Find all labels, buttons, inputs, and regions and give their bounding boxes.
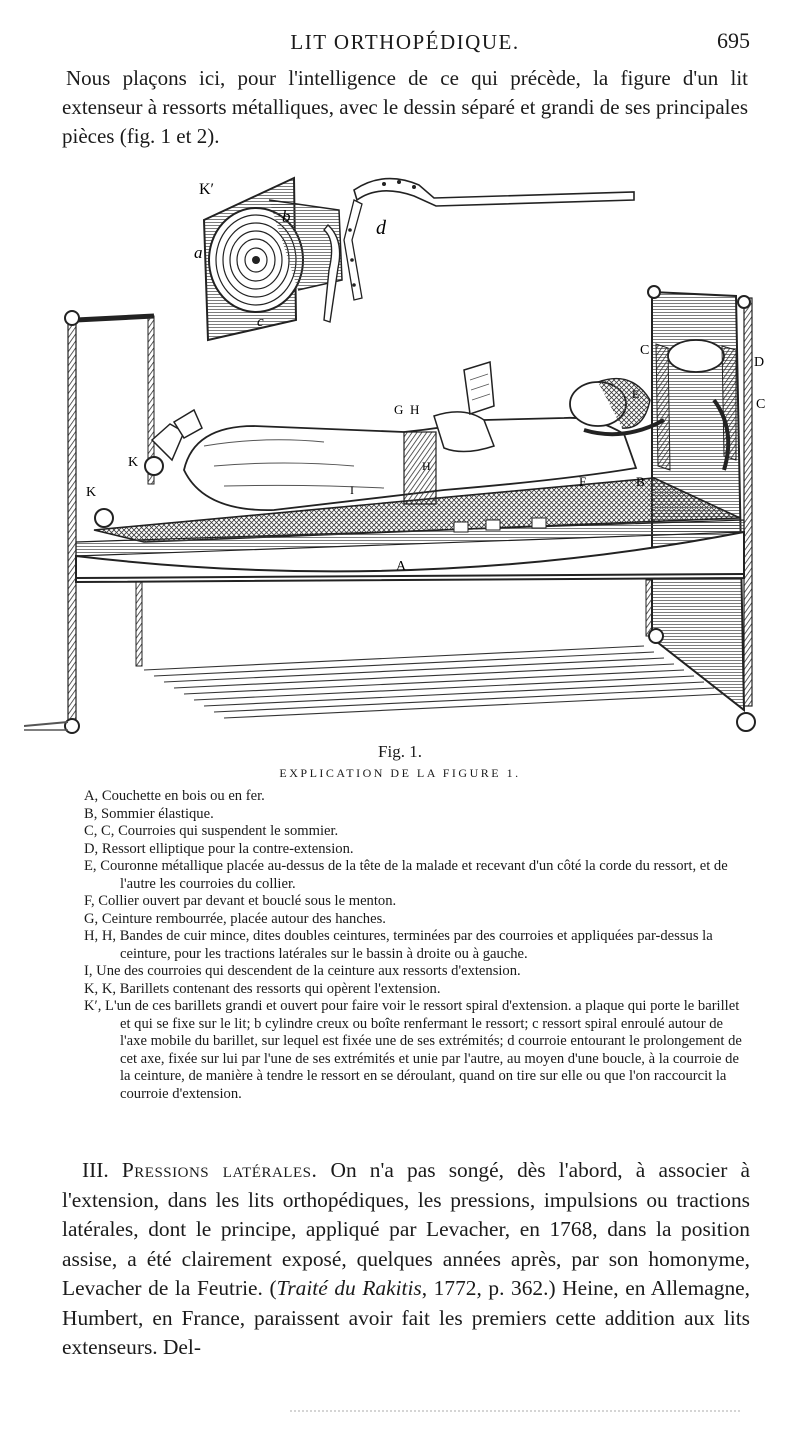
legend-text: L'un de ces barillets grandi et ouvert pour faire voir le ressort spiral d'extension. a plaque qui porte le barillet et qui se fixe sur le lit; b cylindre creux ou boîte renfermant le ressort; c ressort spiral enroulé autour de l'axe mobile du barillet, sur lequel est fixée une de ses extrémités; d courroie entourant le prolongement de cet axe, fixée sur lui par l'une de ses extrémités et unie par l'autre, au moyen d'une boucle, à la courroie de la ceinture, de manière à tendre le ressort en se déroulant, quand on tire sur elle ou que l'on raccourcit la courroie d'extension. xyxy=(105,998,742,1102)
section-text-1: On n'a pas songé, dès l'abord, à associer à l'extension, dans les lits orthopédiques, les pressions, impulsions ou tractions latérales, dont le principe, appliqué par Levacher, en 1768, dans la position assise, a été clairement exposé, quelques années après, par son homonyme, Levacher de la Feutrie. ( xyxy=(62,1158,750,1300)
label-k-lower: K xyxy=(86,485,97,500)
figure-legend xyxy=(84,788,750,1103)
label-k-upper: K xyxy=(128,455,139,470)
legend-entry-a xyxy=(84,788,750,806)
legend-text: Ceinture rembourrée, placée autour des hanches. xyxy=(101,910,386,927)
label-i: I xyxy=(350,483,354,497)
label-c: c xyxy=(257,314,264,330)
legend-key: K, K, xyxy=(84,980,117,997)
label-b: b xyxy=(282,207,291,226)
label-b-mattress: B xyxy=(636,474,645,489)
legend-entry-h xyxy=(84,928,750,963)
legend-entry-f xyxy=(84,893,750,911)
running-head xyxy=(60,28,750,56)
legend-entry-g xyxy=(84,911,750,929)
legend-text: Bandes de cuir mince, dites doubles ceintures, terminées par des courroies et appliquées par-dessus la ceinture, pour les tractions latérales sur le bassin à droite ou à gauche. xyxy=(119,928,713,962)
legend-entry-d xyxy=(84,841,750,859)
legend-key: H, H, xyxy=(84,928,117,944)
section-title: Pressions latérales. xyxy=(121,1158,318,1182)
legend-key: D, xyxy=(84,840,99,857)
section-number: III. xyxy=(82,1158,109,1182)
intro-paragraph: Nous plaçons ici, pour l'intelligence de ce qui précède, la figure d'un lit extenseur à ressorts métalliques, avec le dessin séparé et grandi de ses principales pièces (fig. 1 et 2). xyxy=(62,66,748,148)
barrel-inset xyxy=(194,178,634,340)
legend-key: C, C, xyxy=(84,823,115,839)
bed-left-post xyxy=(24,311,154,733)
label-d-spring: D xyxy=(754,355,765,370)
page-number: 695 xyxy=(717,28,750,53)
label-e: E xyxy=(632,387,640,401)
legend-key: F, xyxy=(84,893,95,909)
bed-illustration xyxy=(24,170,774,750)
label-a: a xyxy=(194,243,203,262)
legend-entry-i xyxy=(84,963,750,981)
label-h-top: H xyxy=(410,402,420,417)
section-text-2: , 1772, p. 362.) Heine, en Allemagne, Humbert, en France, paraissent avoir fait les premiers cette addition aux lits extenseurs. Del- xyxy=(62,1276,750,1359)
label-f: F xyxy=(579,474,587,489)
legend-text: Barillets contenant des ressorts qui opèrent l'extension. xyxy=(119,980,441,997)
scan-noise-rule xyxy=(290,1404,740,1412)
figure-caption: Fig. 1. xyxy=(378,742,422,761)
label-k-prime: K′ xyxy=(199,181,215,198)
legend-entry-b xyxy=(84,806,750,824)
legend-key: A, xyxy=(84,788,99,804)
legend-entry-e xyxy=(84,858,750,893)
citation-title: Traité du Rakitis xyxy=(276,1276,422,1300)
legend-text: Sommier élastique. xyxy=(101,805,214,822)
legend-key: K′, xyxy=(84,998,102,1014)
legend-text: Courroies qui suspendent le sommier. xyxy=(118,823,339,839)
legend-text: Une des courroies qui descendent de la ceinture aux ressorts d'extension. xyxy=(96,963,521,979)
label-a-frame: A xyxy=(396,559,407,574)
explanation-heading: EXPLICATION DE LA FIGURE 1. xyxy=(279,766,521,780)
legend-entry-k xyxy=(84,981,750,999)
label-c-left: C xyxy=(640,343,650,358)
bed-shadow xyxy=(144,646,724,718)
label-d: d xyxy=(376,217,386,239)
label-c-right: C xyxy=(756,397,766,412)
label-g: G xyxy=(394,402,404,417)
legend-text: Collier ouvert par devant et bouclé sous le menton. xyxy=(98,893,397,909)
legend-key: E, xyxy=(84,858,97,874)
running-title: LIT ORTHOPÉDIQUE. xyxy=(290,30,520,54)
legend-text: Couronne métallique placée au-dessus de la tête de la malade et recevant d'un côté la corde du ressort, et de l'autre les courroies du collier. xyxy=(100,858,728,892)
legend-entry-c xyxy=(84,823,750,841)
legend-key: B, xyxy=(84,805,98,822)
label-h-belt: H xyxy=(422,459,431,473)
legend-key: I, xyxy=(84,963,93,979)
legend-entry-k-prime xyxy=(84,998,750,1103)
legend-text: Couchette en bois ou en fer. xyxy=(101,788,265,804)
section-paragraph xyxy=(62,1156,750,1363)
figure-orthopedic-bed xyxy=(24,170,774,750)
legend-key: G, xyxy=(84,910,99,927)
legend-text: Ressort elliptique pour la contre-extension. xyxy=(101,840,354,857)
